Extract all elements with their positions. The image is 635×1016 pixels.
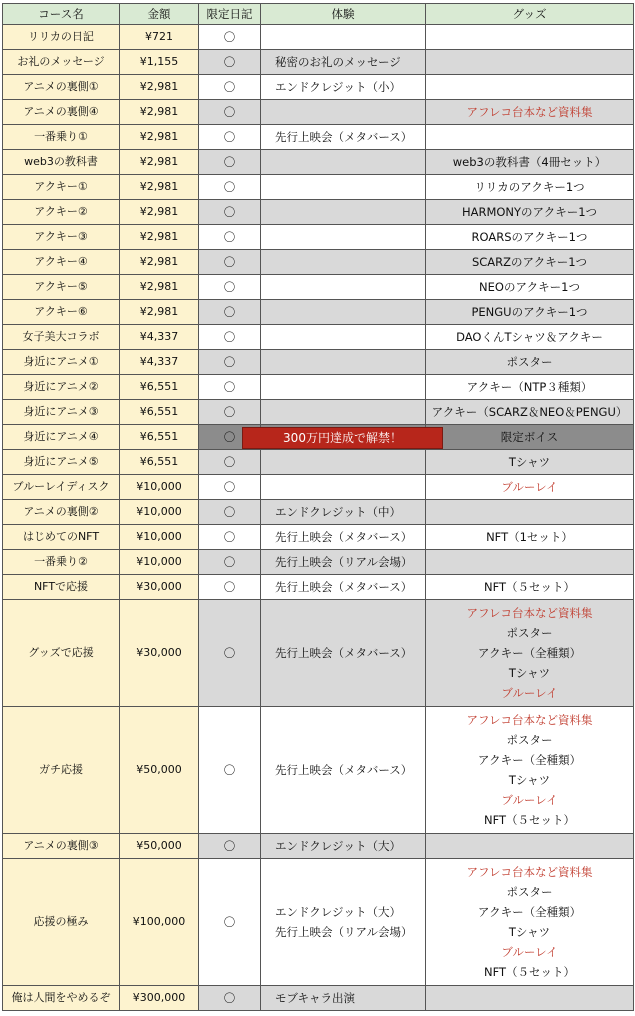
experience-cell bbox=[261, 100, 426, 125]
table-row bbox=[3, 475, 634, 500]
course-name-cell: 身近にアニメ③ bbox=[3, 400, 120, 425]
limited-diary-cell bbox=[199, 250, 261, 275]
circle-mark-icon: 〇 bbox=[223, 380, 236, 394]
price-cell: ¥100,000 bbox=[120, 859, 199, 986]
experience-cell bbox=[261, 200, 426, 225]
experience-item: 先行上映会（リアル会場） bbox=[275, 925, 413, 939]
goods-item: アクキー（全種類） bbox=[477, 905, 582, 919]
goods-cell bbox=[426, 225, 634, 250]
course-name-cell: はじめてのNFT bbox=[3, 525, 120, 550]
limited-diary-cell bbox=[199, 375, 261, 400]
goods-item: NFT（５セット） bbox=[483, 580, 576, 594]
experience-cell bbox=[261, 275, 426, 300]
goods-item: Tシャツ bbox=[508, 773, 551, 787]
circle-mark-icon: 〇 bbox=[223, 80, 236, 94]
price-cell: ¥2,981 bbox=[120, 100, 199, 125]
limited-diary-cell bbox=[199, 575, 261, 600]
limited-diary-cell bbox=[199, 175, 261, 200]
limited-diary-cell bbox=[199, 400, 261, 425]
unlock-banner: 300万円達成で解禁！ bbox=[242, 427, 443, 449]
limited-diary-cell bbox=[199, 350, 261, 375]
course-name-cell: 身近にアニメ⑤ bbox=[3, 450, 120, 475]
header-experience: 体験 bbox=[261, 4, 426, 25]
limited-diary-cell bbox=[199, 475, 261, 500]
circle-mark-icon: 〇 bbox=[223, 305, 236, 319]
price-cell: ¥6,551 bbox=[120, 375, 199, 400]
goods-cell bbox=[426, 859, 634, 986]
goods-item: ブルーレイ bbox=[501, 793, 558, 807]
goods-item: アフレコ台本など資料集 bbox=[466, 606, 593, 620]
experience-item: 先行上映会（メタバース） bbox=[275, 646, 413, 660]
circle-mark-icon: 〇 bbox=[223, 255, 236, 269]
price-cell: ¥2,981 bbox=[120, 300, 199, 325]
circle-mark-icon: 〇 bbox=[223, 580, 236, 594]
goods-cell bbox=[426, 500, 634, 525]
header-price: 金額 bbox=[120, 4, 199, 25]
experience-cell bbox=[261, 575, 426, 600]
limited-diary-cell bbox=[199, 75, 261, 100]
limited-diary-cell bbox=[199, 500, 261, 525]
goods-cell bbox=[426, 75, 634, 100]
circle-mark-icon: 〇 bbox=[223, 55, 236, 69]
limited-diary-cell bbox=[199, 450, 261, 475]
price-cell: ¥6,551 bbox=[120, 450, 199, 475]
circle-mark-icon: 〇 bbox=[223, 405, 236, 419]
table-row bbox=[3, 175, 634, 200]
table-row bbox=[3, 100, 634, 125]
circle-mark-icon: 〇 bbox=[223, 530, 236, 544]
table-row bbox=[3, 425, 634, 450]
price-cell: ¥30,000 bbox=[120, 600, 199, 707]
price-cell: ¥1,155 bbox=[120, 50, 199, 75]
goods-cell bbox=[426, 50, 634, 75]
course-name-cell: ガチ応援 bbox=[3, 707, 120, 834]
experience-cell bbox=[261, 175, 426, 200]
course-name-cell: 身近にアニメ④ bbox=[3, 425, 120, 450]
course-name-cell: アクキー② bbox=[3, 200, 120, 225]
course-name-cell: アニメの裏側① bbox=[3, 75, 120, 100]
circle-mark-icon: 〇 bbox=[223, 155, 236, 169]
goods-item: リリカのアクキー1つ bbox=[474, 180, 585, 194]
circle-mark-icon: 〇 bbox=[223, 646, 236, 660]
course-name-cell: アニメの裏側③ bbox=[3, 834, 120, 859]
experience-item: エンドクレジット（大） bbox=[275, 839, 401, 853]
goods-cell bbox=[426, 834, 634, 859]
goods-item: SCARZのアクキー1つ bbox=[471, 255, 588, 269]
goods-item: web3の教科書（4冊セット） bbox=[452, 155, 607, 169]
experience-cell bbox=[261, 300, 426, 325]
course-name-cell: アニメの裏側② bbox=[3, 500, 120, 525]
circle-mark-icon: 〇 bbox=[223, 105, 236, 119]
experience-item: 秘密のお礼のメッセージ bbox=[275, 55, 401, 69]
experience-cell bbox=[261, 600, 426, 707]
experience-cell bbox=[261, 125, 426, 150]
goods-cell bbox=[426, 250, 634, 275]
price-cell: ¥2,981 bbox=[120, 75, 199, 100]
goods-cell bbox=[426, 200, 634, 225]
circle-mark-icon: 〇 bbox=[223, 915, 236, 929]
course-name-cell: アクキー④ bbox=[3, 250, 120, 275]
experience-cell bbox=[261, 707, 426, 834]
limited-diary-cell bbox=[199, 550, 261, 575]
limited-diary-cell bbox=[199, 600, 261, 707]
experience-item: モブキャラ出演 bbox=[275, 991, 356, 1005]
table-row bbox=[3, 550, 634, 575]
limited-diary-cell bbox=[199, 100, 261, 125]
goods-cell bbox=[426, 475, 634, 500]
table-row bbox=[3, 400, 634, 425]
price-cell: ¥30,000 bbox=[120, 575, 199, 600]
experience-cell bbox=[261, 400, 426, 425]
goods-item: NFT（５セット） bbox=[483, 965, 576, 979]
price-cell: ¥4,337 bbox=[120, 325, 199, 350]
table-row bbox=[3, 600, 634, 707]
goods-cell bbox=[426, 575, 634, 600]
circle-mark-icon: 〇 bbox=[223, 505, 236, 519]
header-course-name: コース名 bbox=[3, 4, 120, 25]
table-row bbox=[3, 859, 634, 986]
limited-diary-cell bbox=[199, 834, 261, 859]
course-name-cell: アニメの裏側④ bbox=[3, 100, 120, 125]
circle-mark-icon: 〇 bbox=[223, 280, 236, 294]
goods-cell bbox=[426, 707, 634, 834]
table-row bbox=[3, 75, 634, 100]
goods-item: DAOくんTシャツ＆アクキー bbox=[456, 330, 603, 344]
experience-cell bbox=[261, 450, 426, 475]
table-row bbox=[3, 275, 634, 300]
goods-item: ポスター bbox=[506, 626, 553, 640]
circle-mark-icon: 〇 bbox=[223, 355, 236, 369]
table-row bbox=[3, 250, 634, 275]
price-cell: ¥2,981 bbox=[120, 225, 199, 250]
goods-item: NEOのアクキー1つ bbox=[479, 280, 580, 294]
goods-cell bbox=[426, 600, 634, 707]
circle-mark-icon: 〇 bbox=[223, 480, 236, 494]
goods-cell bbox=[426, 400, 634, 425]
course-name-cell: 女子美大コラボ bbox=[3, 325, 120, 350]
experience-item: エンドクレジット（中） bbox=[275, 505, 401, 519]
circle-mark-icon: 〇 bbox=[223, 230, 236, 244]
table-row bbox=[3, 986, 634, 1011]
price-cell: ¥50,000 bbox=[120, 707, 199, 834]
table-row bbox=[3, 525, 634, 550]
circle-mark-icon: 〇 bbox=[223, 430, 236, 444]
experience-cell bbox=[261, 225, 426, 250]
experience-item: 先行上映会（メタバース） bbox=[275, 530, 413, 544]
limited-diary-cell bbox=[199, 300, 261, 325]
course-name-cell: リリカの日記 bbox=[3, 25, 120, 50]
goods-item: アクキー（SCARZ＆NEO＆PENGU） bbox=[431, 405, 628, 419]
table-row bbox=[3, 450, 634, 475]
goods-item: 限定ボイス bbox=[500, 430, 559, 444]
limited-diary-cell bbox=[199, 200, 261, 225]
goods-item: ポスター bbox=[506, 733, 553, 747]
goods-cell bbox=[426, 350, 634, 375]
goods-item: アクキー（全種類） bbox=[477, 646, 582, 660]
goods-cell bbox=[426, 550, 634, 575]
price-cell: ¥10,000 bbox=[120, 525, 199, 550]
goods-item: ポスター bbox=[506, 355, 553, 369]
experience-cell bbox=[261, 50, 426, 75]
price-cell: ¥721 bbox=[120, 25, 199, 50]
experience-cell bbox=[261, 150, 426, 175]
experience-cell bbox=[261, 250, 426, 275]
experience-cell bbox=[261, 75, 426, 100]
price-cell: ¥10,000 bbox=[120, 550, 199, 575]
goods-cell bbox=[426, 525, 634, 550]
course-name-cell: 応援の極み bbox=[3, 859, 120, 986]
course-table bbox=[2, 3, 634, 1011]
course-name-cell: 一番乗り② bbox=[3, 550, 120, 575]
circle-mark-icon: 〇 bbox=[223, 455, 236, 469]
course-name-cell: アクキー⑤ bbox=[3, 275, 120, 300]
experience-item: 先行上映会（メタバース） bbox=[275, 580, 413, 594]
circle-mark-icon: 〇 bbox=[223, 763, 236, 777]
experience-cell bbox=[261, 834, 426, 859]
limited-diary-cell bbox=[199, 707, 261, 834]
goods-cell bbox=[426, 375, 634, 400]
limited-diary-cell bbox=[199, 986, 261, 1011]
circle-mark-icon: 〇 bbox=[223, 555, 236, 569]
goods-item: アクキー（全種類） bbox=[477, 753, 582, 767]
price-cell: ¥6,551 bbox=[120, 425, 199, 450]
course-name-cell: 一番乗り① bbox=[3, 125, 120, 150]
experience-cell bbox=[261, 425, 426, 450]
circle-mark-icon: 〇 bbox=[223, 130, 236, 144]
table-row bbox=[3, 150, 634, 175]
table-row bbox=[3, 50, 634, 75]
price-cell: ¥6,551 bbox=[120, 400, 199, 425]
circle-mark-icon: 〇 bbox=[223, 330, 236, 344]
table-row bbox=[3, 25, 634, 50]
limited-diary-cell bbox=[199, 225, 261, 250]
price-cell: ¥2,981 bbox=[120, 200, 199, 225]
price-cell: ¥2,981 bbox=[120, 150, 199, 175]
goods-item: ポスター bbox=[506, 885, 553, 899]
table-row bbox=[3, 125, 634, 150]
price-cell: ¥300,000 bbox=[120, 986, 199, 1011]
table-row bbox=[3, 325, 634, 350]
price-cell: ¥2,981 bbox=[120, 275, 199, 300]
goods-cell bbox=[426, 425, 634, 450]
table-row bbox=[3, 300, 634, 325]
table-row bbox=[3, 834, 634, 859]
price-cell: ¥4,337 bbox=[120, 350, 199, 375]
table-row bbox=[3, 200, 634, 225]
experience-item: 先行上映会（リアル会場） bbox=[275, 555, 413, 569]
circle-mark-icon: 〇 bbox=[223, 839, 236, 853]
goods-cell bbox=[426, 325, 634, 350]
course-name-cell: お礼のメッセージ bbox=[3, 50, 120, 75]
goods-cell bbox=[426, 300, 634, 325]
limited-diary-cell bbox=[199, 859, 261, 986]
course-name-cell: アクキー① bbox=[3, 175, 120, 200]
table-row bbox=[3, 500, 634, 525]
goods-cell bbox=[426, 100, 634, 125]
goods-cell bbox=[426, 150, 634, 175]
experience-cell bbox=[261, 550, 426, 575]
limited-diary-cell bbox=[199, 25, 261, 50]
goods-item: HARMONYのアクキー1つ bbox=[461, 205, 598, 219]
course-name-cell: NFTで応援 bbox=[3, 575, 120, 600]
goods-item: NFT（５セット） bbox=[483, 813, 576, 827]
goods-item: アフレコ台本など資料集 bbox=[466, 105, 593, 119]
experience-item: エンドクレジット（大） bbox=[275, 905, 401, 919]
goods-item: アフレコ台本など資料集 bbox=[466, 865, 593, 879]
experience-item: エンドクレジット（小） bbox=[275, 80, 401, 94]
table-row bbox=[3, 375, 634, 400]
circle-mark-icon: 〇 bbox=[223, 205, 236, 219]
price-cell: ¥10,000 bbox=[120, 500, 199, 525]
goods-item: Tシャツ bbox=[508, 666, 551, 680]
goods-cell bbox=[426, 125, 634, 150]
experience-cell bbox=[261, 350, 426, 375]
experience-cell bbox=[261, 25, 426, 50]
course-name-cell: web3の教科書 bbox=[3, 150, 120, 175]
experience-item: 先行上映会（メタバース） bbox=[275, 763, 413, 777]
course-name-cell: 俺は人間をやめるぞ bbox=[3, 986, 120, 1011]
goods-item: Tシャツ bbox=[508, 925, 551, 939]
course-name-cell: アクキー⑥ bbox=[3, 300, 120, 325]
experience-cell bbox=[261, 475, 426, 500]
price-cell: ¥10,000 bbox=[120, 475, 199, 500]
goods-item: アクキー（NTP３種類） bbox=[466, 380, 593, 394]
experience-cell bbox=[261, 859, 426, 986]
goods-cell bbox=[426, 175, 634, 200]
limited-diary-cell bbox=[199, 525, 261, 550]
experience-cell bbox=[261, 500, 426, 525]
course-name-cell: 身近にアニメ② bbox=[3, 375, 120, 400]
price-cell: ¥2,981 bbox=[120, 125, 199, 150]
goods-cell bbox=[426, 986, 634, 1011]
limited-diary-cell bbox=[199, 150, 261, 175]
table-row bbox=[3, 350, 634, 375]
goods-cell bbox=[426, 25, 634, 50]
table-row bbox=[3, 575, 634, 600]
goods-item: PENGUのアクキー1つ bbox=[471, 305, 588, 319]
header-goods: グッズ bbox=[426, 4, 634, 25]
circle-mark-icon: 〇 bbox=[223, 180, 236, 194]
table-body bbox=[3, 25, 634, 1011]
table-row bbox=[3, 707, 634, 834]
goods-item: ブルーレイ bbox=[501, 480, 558, 494]
circle-mark-icon: 〇 bbox=[223, 991, 236, 1005]
goods-item: ROARSのアクキー1つ bbox=[471, 230, 588, 244]
table-row bbox=[3, 225, 634, 250]
header-row bbox=[3, 4, 634, 25]
course-name-cell: グッズで応援 bbox=[3, 600, 120, 707]
limited-diary-cell bbox=[199, 325, 261, 350]
experience-cell bbox=[261, 525, 426, 550]
experience-cell bbox=[261, 375, 426, 400]
goods-cell bbox=[426, 450, 634, 475]
goods-item: アフレコ台本など資料集 bbox=[466, 713, 593, 727]
goods-item: ブルーレイ bbox=[501, 945, 558, 959]
price-cell: ¥2,981 bbox=[120, 250, 199, 275]
course-name-cell: 身近にアニメ① bbox=[3, 350, 120, 375]
goods-item: NFT（1セット） bbox=[486, 530, 573, 544]
course-name-cell: アクキー③ bbox=[3, 225, 120, 250]
price-cell: ¥50,000 bbox=[120, 834, 199, 859]
limited-diary-cell bbox=[199, 275, 261, 300]
limited-diary-cell bbox=[199, 50, 261, 75]
goods-item: ブルーレイ bbox=[501, 686, 558, 700]
goods-cell bbox=[426, 275, 634, 300]
circle-mark-icon: 〇 bbox=[223, 30, 236, 44]
header-limited-diary: 限定日記 bbox=[199, 4, 261, 25]
limited-diary-cell bbox=[199, 125, 261, 150]
experience-item: 先行上映会（メタバース） bbox=[275, 130, 413, 144]
experience-cell bbox=[261, 325, 426, 350]
goods-item: Tシャツ bbox=[508, 455, 551, 469]
course-name-cell: ブルーレイディスク bbox=[3, 475, 120, 500]
price-cell: ¥2,981 bbox=[120, 175, 199, 200]
experience-cell bbox=[261, 986, 426, 1011]
